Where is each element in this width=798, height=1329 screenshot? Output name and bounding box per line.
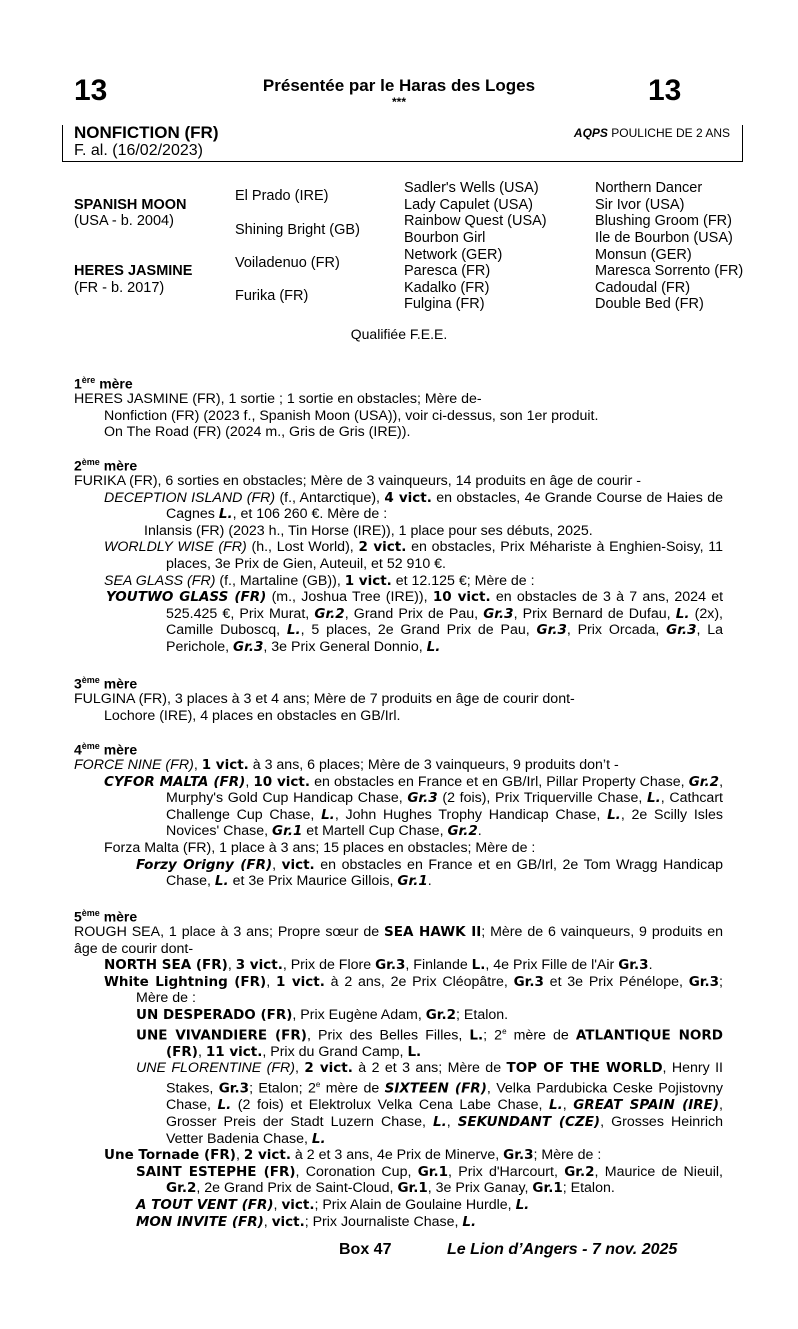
pedigree-gen2: El Prado (IRE) [235, 188, 329, 204]
footer-box: Box 47 [339, 1241, 392, 1258]
lot-number-left: 13 [74, 74, 108, 107]
section-body-4: FORCE NINE (FR), 1 vict. à 3 ans, 6 places; Mère de 3 vainqueurs, 9 produits don’t - CYFOR MALTA (FR), 10 vict. en obstacles en France et en GB/Irl, Pillar Property Chase, Gr.2, Murphy's Gold Cup Handicap Chase, Gr.3 (2 fois), Prix Triquerville Chase, L., Cathcart Challenge Cup Chase, L., John Hughes Trophy Handicap Chase, L., 2e Scilly Isles Novices' Chase, Gr.1 et Martell Cup Chase, Gr.2. Forza Malta (FR), 1 place à 3 ans; 15 places en obstacles; Mère de : Forzy Origny (FR), vict. en obstacles en France et en GB/Irl, 2e Tom Wragg Handicap Chase, L. et 3e Prix Maurice Gillois, Gr.1. [74, 757, 724, 890]
section-body-2: FURIKA (FR), 6 sorties en obstacles; Mère de 3 vainqueurs, 14 produits en âge de courir - DECEPTION ISLAND (FR) (f., Antarctique), 4 vict. en obstacles, 4e Grande Course de Haies de Cagnes L., et 106 260 €. Mère de : Inlansis (FR) (2023 h., Tin Horse (IRE)), 1 place pour ses débuts, 2025. WORLDLY WISE (FR) (h., Lost World), 2 vict. en obstacles, Prix Méhariste à Enghien-Soisy, 11 places, 3e Prix de Gien, Auteuil, et 52 910 €. SEA GLASS (FR) (f., Martaline (GB)), 1 vict. et 12.125 €; Mère de : YOUTWO GLASS (FR) (m., Joshua Tree (IRE)), 10 vict. en obstacles de 3 à 7 ans, 2024 et 525.425 €, Prix Murat, Gr.2, Grand Prix de Pau, Gr.3, Prix Bernard de Dufau, L. (2x), Camille Duboscq, L., 5 places, 2e Grand Prix de Pau, Gr.3, Prix Orcada, Gr.3, La Perichole, Gr.3, 3e Prix General Donnio, L. [74, 473, 724, 655]
footer-sale: Le Lion d’Angers - 7 nov. 2025 [447, 1241, 678, 1258]
lot-number-right: 13 [648, 74, 682, 107]
pedigree-gen3: Sadler's Wells (USA) [404, 180, 539, 196]
pedigree-gen3: Network (GER) [404, 247, 503, 263]
pedigree-gen2: Voiladenuo (FR) [235, 255, 340, 271]
section-heading-1: 1ère mère [74, 375, 133, 392]
pedigree-gen4: Northern Dancer [595, 180, 703, 196]
breed-code: AQPS [573, 126, 608, 140]
page-title: Présentée par le Haras des Loges [262, 76, 536, 95]
pedigree-gen3: Lady Capulet (USA) [404, 197, 533, 213]
horse-category [574, 126, 730, 140]
pedigree-gen3: Paresca (FR) [404, 263, 491, 279]
section-body-3: FULGINA (FR), 3 places à 3 et 4 ans; Mère de 7 produits en âge de courir dont- Lochore (IRE), 4 places en obstacles en GB/Irl. [74, 691, 575, 724]
title-stars: *** [391, 95, 406, 109]
section-body-1: HERES JASMINE (FR), 1 sortie ; 1 sortie en obstacles; Mère de- Nonfiction (FR) (2023 f., Spanish Moon (USA)), voir ci-dessus, son 1er produit. On The Road (FR) (2024 m., Gris de Gris (IRE)). [74, 391, 599, 441]
pedigree-gen3: Bourbon Girl [404, 230, 486, 246]
pedigree-gen2: Shining Bright (GB) [235, 222, 360, 238]
qualification-note: Qualifiée F.E.E. [350, 326, 448, 342]
pedigree-gen4: Ile de Bourbon (USA) [595, 230, 733, 246]
pedigree-dam-info: (FR - b. 2017) [74, 280, 165, 296]
pedigree-sire-info: (USA - b. 2004) [74, 213, 174, 229]
pedigree-sire-name: SPANISH MOON [74, 197, 187, 213]
category-label: POULICHE DE 2 ANS [611, 126, 730, 140]
section-heading-5: 5ème mère [74, 908, 138, 925]
pedigree-gen4: Double Bed (FR) [595, 296, 704, 312]
pedigree-gen4: Blushing Groom (FR) [595, 213, 732, 229]
pedigree-gen4: Maresca Sorrento (FR) [595, 263, 744, 279]
pedigree-gen3: Rainbow Quest (USA) [404, 213, 547, 229]
horse-name: NONFICTION (FR) [74, 123, 219, 142]
pedigree-gen2: Furika (FR) [235, 288, 309, 304]
section-body-5: ROUGH SEA, 1 place à 3 ans; Propre sœur de SEA HAWK II; Mère de 6 vainqueurs, 9 produits en âge de courir dont- NORTH SEA (FR), 3 vict., Prix de Flore Gr.3, Finlande L., 4e Prix Fille de l'Air Gr.3. White Lightning (FR), 1 vict. à 2 ans, 2e Prix Cléopâtre, Gr.3 et 3e Prix Pénélope, Gr.3; Mère de : UN DESPERADO (FR), Prix Eugène Adam, Gr.2; Etalon. UNE VIVANDIERE (FR), Prix des Belles Filles, L.; 2e mère de ATLANTIQUE NORD (FR), 11 vict., Prix du Grand Camp, L. UNE FLORENTINE (FR), 2 vict. à 2 et 3 ans; Mère de TOP OF THE WORLD, Henry II Stakes, Gr.3; Etalon; 2e mère de SIXTEEN (FR), Velka Pardubicka Ceske Pojistovny Chase, L. (2 fois) et Elektrolux Velka Cena Labe Chase, L., GREAT SPAIN (IRE), Grosser Preis der Stadt Luzern Chase, L., SEKUNDANT (CZE), Grosses Heinrich Vetter Badenia Chase, L. Une Tornade (FR), 2 vict. à 2 et 3 ans, 4e Prix de Minerve, Gr.3; Mère de : SAINT ESTEPHE (FR), Coronation Cup, Gr.1, Prix d'Harcourt, Gr.2, Maurice de Nieuil, Gr.2, 2e Grand Prix de Saint-Cloud, Gr.1, 3e Prix Ganay, Gr.1; Etalon. A TOUT VENT (FR), vict.; Prix Alain de Goulaine Hurdle, L. MON INVITE (FR), vict.; Prix Journaliste Chase, L. [74, 924, 723, 1230]
pedigree-gen4: Cadoudal (FR) [595, 280, 691, 296]
pedigree-gen4: Monsun (GER) [595, 247, 692, 263]
section-heading-4: 4ème mère [74, 741, 138, 758]
section-heading-2: 2ème mère [74, 457, 138, 474]
pedigree-dam-name: HERES JASMINE [74, 263, 193, 279]
pedigree-gen3: Kadalko (FR) [404, 280, 490, 296]
pedigree-gen3: Fulgina (FR) [404, 296, 485, 312]
section-heading-3: 3ème mère [74, 675, 138, 692]
pedigree-gen4: Sir Ivor (USA) [595, 197, 685, 213]
horse-details: F. al. (16/02/2023) [74, 142, 203, 159]
